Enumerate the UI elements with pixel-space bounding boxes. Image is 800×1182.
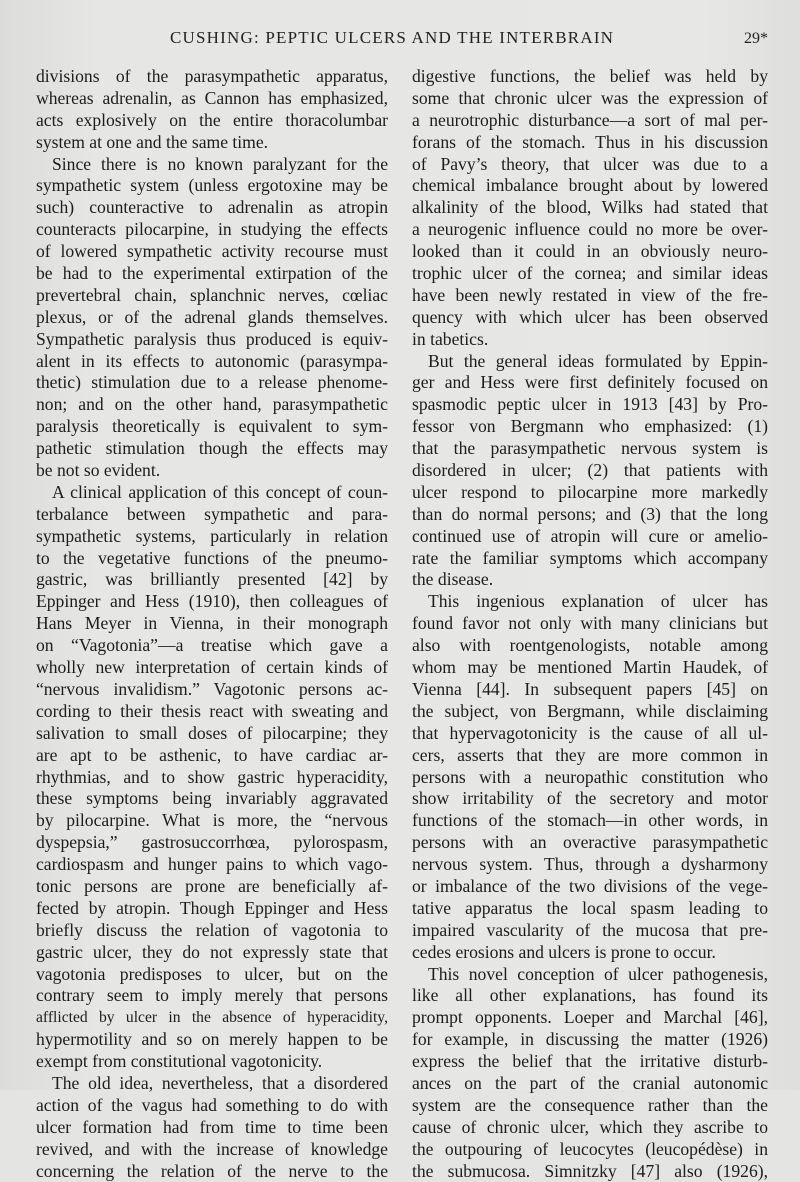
text-line: have been newly restated in view of the fre- bbox=[412, 284, 768, 305]
text-line: dyspepsia,” gastrosuccorrhœa, pylorospasm, bbox=[36, 832, 388, 853]
text-line: cardiospasm and hunger pains to which vago- bbox=[36, 854, 388, 875]
text-line: tonic persons are prone are beneficially af- bbox=[36, 875, 388, 896]
text-line: counteracts pilocarpine, in studying the effects bbox=[36, 219, 388, 240]
text-line: trophic ulcer of the cornea; and similar ideas bbox=[412, 263, 768, 284]
text-line: ulcer respond to pilocarpine more markedly bbox=[412, 481, 768, 502]
text-line: than do normal persons; and (3) that the long bbox=[412, 503, 768, 524]
text-line: wholly new interpretation of certain kinds of bbox=[36, 657, 388, 678]
text-line: ulcer formation had from time to time been bbox=[36, 1116, 388, 1137]
text-line: vagotonia predisposes to ulcer, but on the bbox=[36, 963, 388, 984]
text-line: tative apparatus the local spasm leading to bbox=[412, 897, 768, 918]
text-line: the submucosa. Simnitzky [47] also (1926), bbox=[412, 1160, 768, 1181]
text-line: briefly discuss the relation of vagotonia to bbox=[36, 919, 388, 940]
text-line: of Pavy’s theory, that ulcer was due to a bbox=[412, 153, 768, 174]
text-line: whom may be mentioned Martin Haudek, of bbox=[412, 657, 768, 678]
text-line: spasmodic peptic ulcer in 1913 [43] by Pro- bbox=[412, 394, 768, 415]
text-line: afflicted by ulcer in the absence of hyperacidity, bbox=[36, 1009, 388, 1027]
text-line: But the general ideas formulated by Eppin- bbox=[428, 350, 768, 371]
text-line: gastric, was brilliantly presented [42] by bbox=[36, 569, 388, 590]
text-line: Hans Meyer in Vienna, in their monograph bbox=[36, 613, 388, 634]
text-line: Since there is no known paralyzant for the bbox=[52, 153, 388, 174]
text-line: acts explosively on the entire thoracolumbar bbox=[36, 109, 388, 130]
text-line: Eppinger and Hess (1910), then colleagues of bbox=[36, 591, 388, 612]
text-line: non; and on the other hand, parasympathetic bbox=[36, 394, 388, 415]
text-line: gastric ulcer, they do not expressly state that bbox=[36, 941, 388, 962]
text-line: like all other explanations, has found its bbox=[412, 985, 768, 1006]
text-line: ger and Hess were first definitely focused on bbox=[412, 372, 768, 393]
text-line: persons with an overactive parasympathetic bbox=[412, 832, 768, 853]
text-line: cedes erosions and ulcers is prone to occur. bbox=[412, 941, 716, 962]
text-line: cording to their thesis react with sweating and bbox=[36, 700, 388, 721]
text-line: express the belief that the irritative disturb- bbox=[412, 1051, 768, 1072]
text-line: salivation to small doses of pilocarpine; they bbox=[36, 722, 388, 743]
text-line: A clinical application of this concept of coun- bbox=[52, 481, 388, 502]
text-line: action of the vagus had something to do with bbox=[36, 1094, 388, 1115]
text-line: concerning the relation of the nerve to the bbox=[36, 1160, 388, 1181]
text-line: found favor not only with many clinicians but bbox=[412, 613, 768, 634]
text-line: the outpouring of leucocytes (leucopédèse) in bbox=[412, 1138, 768, 1159]
left-text-column bbox=[36, 66, 388, 1182]
text-line: digestive functions, the belief was held by bbox=[412, 66, 768, 86]
text-line: looked than it could in an obviously neuro- bbox=[412, 241, 768, 262]
text-line: functions of the stomach—in other words, in bbox=[412, 810, 768, 831]
text-line: be had to the experimental extirpation of the bbox=[36, 263, 388, 284]
text-line: such) counteractive to adrenalin as atropin bbox=[36, 197, 388, 218]
text-line: forans of the stomach. Thus in his discussion bbox=[412, 131, 768, 152]
text-line: persons with a neuropathic constitution who bbox=[412, 766, 768, 787]
text-line: the disease. bbox=[412, 569, 494, 590]
text-line: be not so evident. bbox=[36, 460, 161, 481]
page-number: 29* bbox=[744, 30, 768, 47]
text-line: contrary seem to imply merely that persons bbox=[36, 985, 388, 1006]
text-line: of lowered sympathetic activity recourse must bbox=[36, 241, 388, 262]
text-line: divisions of the parasympathetic apparatus, bbox=[36, 66, 388, 86]
text-line: paralysis theoretically is equivalent to sym- bbox=[36, 416, 388, 437]
text-line: exempt from constitutional vagotonicity. bbox=[36, 1051, 323, 1072]
text-line: impaired vascularity of the mucosa that pre- bbox=[412, 919, 768, 940]
text-line: rate the familiar symptoms which accompany bbox=[412, 547, 768, 568]
right-text-column bbox=[412, 66, 768, 1182]
text-line: rhythmias, and to show gastric hyperacidity, bbox=[36, 766, 388, 787]
text-line: alent in its effects to autonomic (parasympa- bbox=[36, 350, 388, 371]
text-line: plexus, or of the adrenal glands themselves. bbox=[36, 306, 388, 327]
text-line: quency with which ulcer has been observed bbox=[412, 306, 768, 327]
text-line: also with roentgenologists, notable among bbox=[412, 635, 768, 656]
text-line: that the parasympathetic nervous system is bbox=[412, 438, 768, 459]
text-line: to the vegetative functions of the pneumo- bbox=[36, 547, 388, 568]
text-line: are apt to be asthenic, to have cardiac ar- bbox=[36, 744, 388, 765]
text-line: Vienna [44]. In subsequent papers [45] on bbox=[412, 678, 768, 699]
text-line: ances on the part of the cranial autonomic bbox=[412, 1072, 768, 1093]
text-line: revived, and with the increase of knowledge bbox=[36, 1138, 388, 1159]
text-line: a neurotrophic disturbance—a sort of mal per- bbox=[412, 109, 768, 130]
text-line: This novel conception of ulcer pathogenesis, bbox=[428, 963, 768, 984]
text-line: fessor von Bergmann who emphasized: (1) bbox=[412, 416, 768, 437]
running-head: CUSHING: PEPTIC ULCERS AND THE INTERBRAIN bbox=[170, 28, 615, 47]
text-line: alkalinity of the blood, Wilks had stated that bbox=[412, 197, 768, 218]
text-line: the subject, von Bergmann, while disclaiming bbox=[412, 700, 768, 721]
text-line: system at one and the same time. bbox=[36, 131, 269, 152]
text-line: by pilocarpine. What is more, the “nervous bbox=[36, 810, 388, 831]
text-line: that hypervagotonicity is the cause of all ul- bbox=[412, 722, 768, 743]
text-line: system are the consequence rather than the bbox=[412, 1094, 768, 1115]
text-line: This ingenious explanation of ulcer has bbox=[428, 591, 768, 612]
text-line: a neurogenic influence could no more be over- bbox=[412, 219, 768, 240]
text-line: for example, in discussing the matter (1926) bbox=[412, 1029, 768, 1050]
text-line: prompt opponents. Loeper and Marchal [46], bbox=[412, 1007, 768, 1028]
text-line: hypermotility and so on merely happen to be bbox=[36, 1029, 388, 1050]
text-line: chemical imbalance brought about by lowered bbox=[412, 175, 768, 196]
text-line: whereas adrenalin, as Cannon has emphasized, bbox=[36, 87, 388, 108]
text-line: continued use of atropin will cure or amelio- bbox=[412, 525, 768, 546]
text-line: on “Vagotonia”—a treatise which gave a bbox=[36, 635, 388, 656]
text-line: thetic) stimulation due to a release phenome- bbox=[36, 372, 388, 393]
text-line: fected by atropin. Though Eppinger and Hess bbox=[36, 897, 388, 918]
text-line: prevertebral chain, splanchnic nerves, cœliac bbox=[36, 284, 388, 305]
text-line: nervous system. Thus, through a dysharmony bbox=[412, 854, 768, 875]
text-line: cers, asserts that they are more common in bbox=[412, 744, 768, 765]
text-line: The old idea, nevertheless, that a disordered bbox=[52, 1072, 388, 1093]
text-line: Sympathetic paralysis thus produced is equiv- bbox=[36, 328, 388, 349]
text-line: some that chronic ulcer was the expression of bbox=[412, 87, 768, 108]
text-line: sympathetic system (unless ergotoxine may be bbox=[36, 175, 388, 196]
text-line: cause of chronic ulcer, which they ascribe to bbox=[412, 1116, 768, 1137]
text-line: sympathetic systems, particularly in relation bbox=[36, 525, 388, 546]
text-line: pathetic stimulation though the effects may bbox=[36, 438, 388, 459]
text-line: terbalance between sympathetic and para- bbox=[36, 503, 388, 524]
text-line: disordered in ulcer; (2) that patients with bbox=[412, 460, 768, 481]
text-line: show irritability of the secretory and motor bbox=[412, 788, 768, 809]
text-line: in tabetics. bbox=[412, 328, 489, 349]
text-line: these symptoms being invariably aggravated bbox=[36, 788, 388, 809]
text-line: or imbalance of the two divisions of the vege- bbox=[412, 875, 768, 896]
text-line: “nervous invalidism.” Vagotonic persons ac- bbox=[36, 678, 388, 699]
